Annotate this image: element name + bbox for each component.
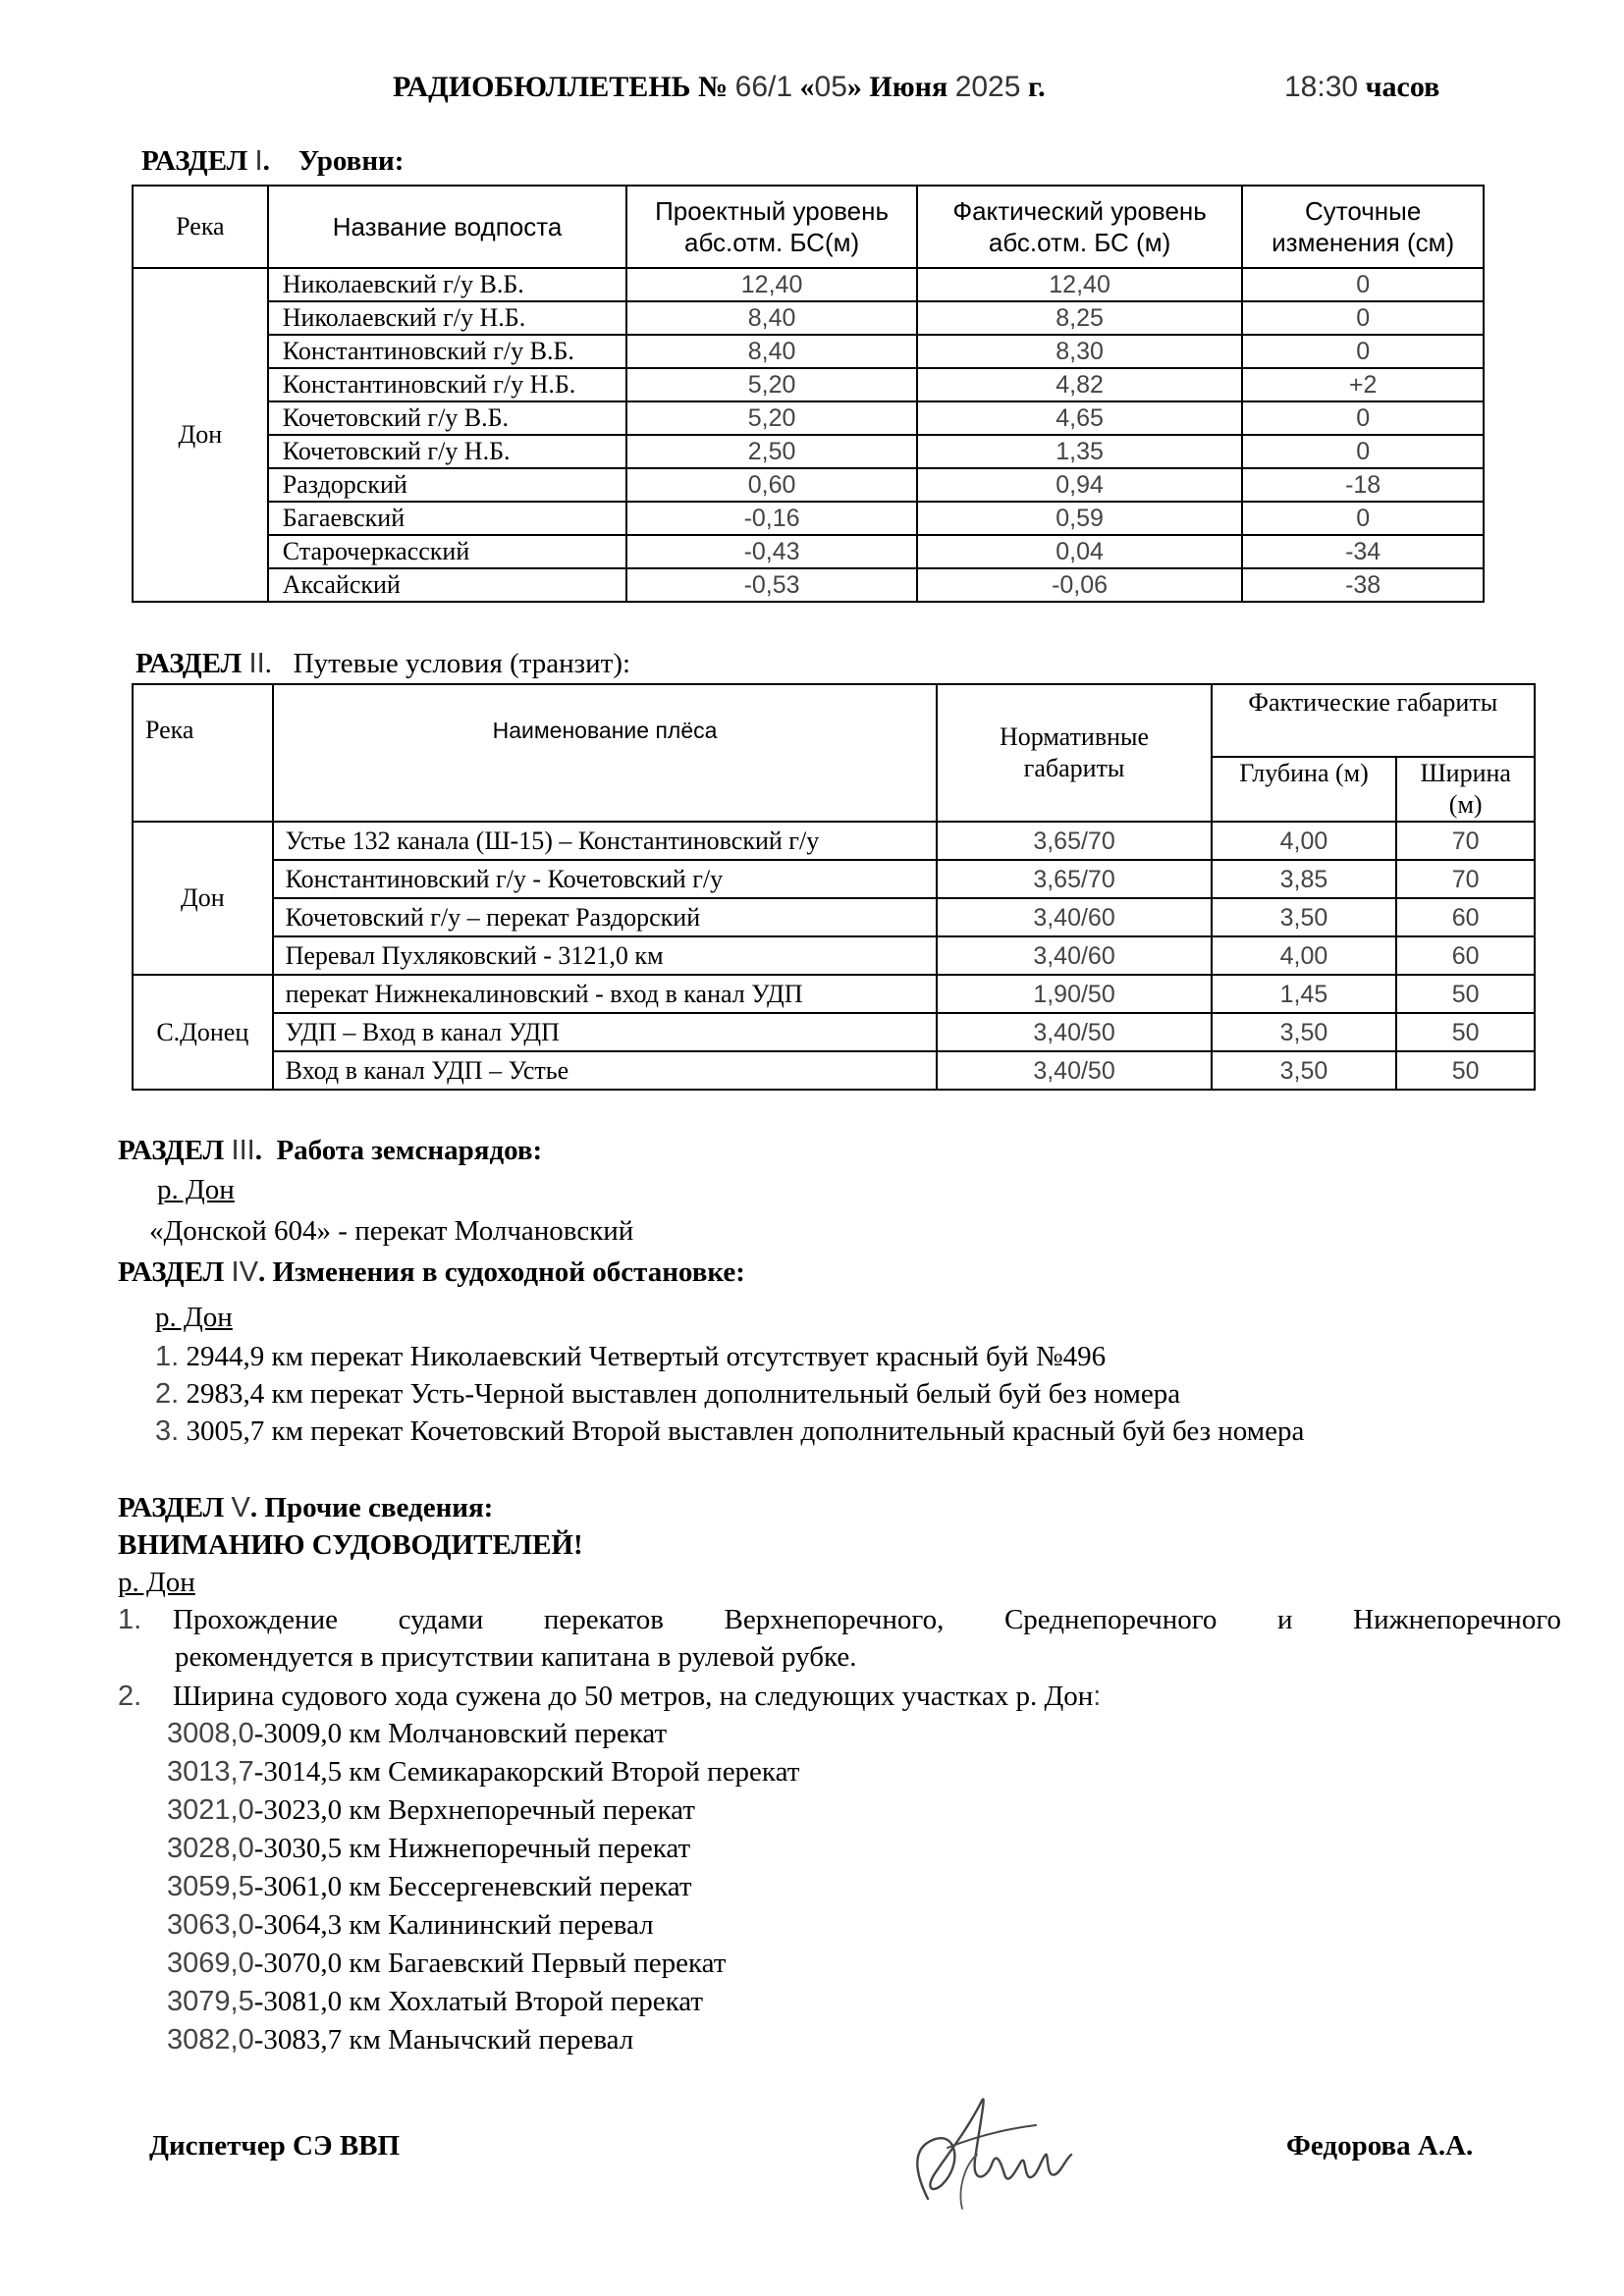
segment-text: км Молчановский перекат <box>342 1718 668 1749</box>
reach-name: Константиновский г/у - Кочетовский г/у <box>273 860 938 898</box>
header-normative: Нормативные габариты <box>937 684 1211 822</box>
segment-from: 3013,7 <box>167 1756 254 1788</box>
segment-text: км Семикаракорский Второй перекат <box>342 1756 800 1788</box>
actual-level: -0,06 <box>917 568 1242 602</box>
actual-level: 8,30 <box>917 335 1242 368</box>
segment-from: 3008,0 <box>167 1718 254 1749</box>
list-item: 3069,0-3070,0 км Багаевский Первый перекат <box>167 1948 727 1979</box>
list-item: 3021,0-3023,0 км Верхнепоречный перекат <box>167 1794 695 1826</box>
table-row <box>133 401 1484 435</box>
header-daily-change: Суточные изменения (см) <box>1242 186 1484 268</box>
segment-from: 3079,5 <box>167 1986 254 2017</box>
width-value: 70 <box>1396 860 1535 898</box>
actual-level: 1,35 <box>917 435 1242 468</box>
depth-value: 3,50 <box>1212 1013 1397 1051</box>
handwritten-signature <box>889 2071 1085 2228</box>
segment-from: 3082,0 <box>167 2024 254 2056</box>
table-row <box>133 1051 1535 1090</box>
post-name: Кочетовский г/у В.Б. <box>268 401 627 435</box>
actual-level: 0,04 <box>917 535 1242 568</box>
actual-level: 0,59 <box>917 502 1242 535</box>
reach-name: УДП – Вход в канал УДП <box>273 1013 938 1051</box>
table-row <box>133 936 1535 975</box>
header-actual-level: Фактический уровень абс.отм. БС (м) <box>917 186 1242 268</box>
list-number: 3. <box>155 1415 180 1447</box>
daily-change: 0 <box>1242 502 1484 535</box>
daily-change: 0 <box>1242 301 1484 335</box>
time-suffix: часов <box>1365 71 1440 103</box>
bulletin-year: 2025 <box>954 71 1021 103</box>
post-name: Раздорский <box>268 468 627 502</box>
date-quote-open: « <box>799 71 815 103</box>
depth-value: 3,50 <box>1212 898 1397 936</box>
table-row <box>133 301 1484 335</box>
design-level: 8,40 <box>626 335 917 368</box>
daily-change: 0 <box>1242 268 1484 301</box>
table-row <box>133 268 1484 301</box>
segment-to: 3064,3 <box>263 1909 343 1941</box>
section4-roman: IV <box>231 1256 258 1288</box>
list-number: 1. <box>155 1341 180 1372</box>
width-value: 50 <box>1396 1051 1535 1090</box>
segment-to: 3023,0 <box>263 1794 343 1826</box>
design-level: -0,53 <box>626 568 917 602</box>
section5-heading: РАЗДЕЛ V. Прочие сведения: <box>118 1492 494 1523</box>
table-row <box>133 535 1484 568</box>
section2-roman: II <box>248 648 265 679</box>
normative-value: 1,90/50 <box>937 975 1211 1013</box>
dispatcher-position: Диспетчер СЭ ВВП <box>149 2130 401 2162</box>
daily-change: 0 <box>1242 401 1484 435</box>
list-text: Ширина судового хода сужена до 50 метров, на следующих участках р. Дон <box>173 1681 1094 1712</box>
actual-level: 4,82 <box>917 368 1242 401</box>
segment-to: 3030,5 <box>263 1833 343 1864</box>
bulletin-month: Июня <box>869 71 948 103</box>
other-item-1-continuation: рекомендуется в присутствии капитана в рулевой рубке. <box>175 1641 857 1673</box>
design-level: -0,16 <box>626 502 917 535</box>
section4-title: Изменения в судоходной обстановке: <box>272 1256 745 1288</box>
depth-value: 4,00 <box>1212 822 1397 860</box>
section3-river: р. Дон <box>157 1174 235 1205</box>
post-name: Константиновский г/у В.Б. <box>268 335 627 368</box>
table-row <box>133 822 1535 860</box>
river-don: Дон <box>133 822 273 975</box>
daily-change: 0 <box>1242 335 1484 368</box>
normative-value: 3,40/50 <box>937 1013 1211 1051</box>
depth-value: 3,85 <box>1212 860 1397 898</box>
list-item: 3063,0-3064,3 км Калининский перевал <box>167 1909 654 1941</box>
header-post: Название водпоста <box>268 186 627 268</box>
list-number: 2. <box>118 1681 142 1712</box>
post-name: Багаевский <box>268 502 627 535</box>
section5-river: р. Дон <box>118 1567 195 1598</box>
list-item: 3059,5-3061,0 км Бессергеневский перекат <box>167 1871 692 1902</box>
actual-level: 12,40 <box>917 268 1242 301</box>
other-item-2 <box>118 1681 1101 1713</box>
list-colon: : <box>1093 1681 1102 1712</box>
depth-value: 1,45 <box>1212 975 1397 1013</box>
reach-name: перекат Нижнекалиновский - вход в канал УДП <box>273 975 938 1013</box>
table-row <box>133 468 1484 502</box>
section2-heading: РАЗДЕЛ II. Путевые условия (транзит): <box>135 648 631 679</box>
post-name: Аксайский <box>268 568 627 602</box>
segment-text: км Калининский перевал <box>342 1909 654 1941</box>
header-river: Река <box>133 186 268 268</box>
bulletin-day: 05 <box>814 71 847 103</box>
list-item: 3013,7-3014,5 км Семикаракорский Второй перекат <box>167 1756 800 1788</box>
table-row <box>133 435 1484 468</box>
section4-heading: РАЗДЕЛ IV. Изменения в судоходной обстановке: <box>118 1256 745 1288</box>
section1-heading: РАЗДЕЛ I. Уровни: <box>141 145 405 177</box>
post-name: Константиновский г/у Н.Б. <box>268 368 627 401</box>
design-level: 5,20 <box>626 368 917 401</box>
header-depth: Глубина (м) <box>1212 757 1397 822</box>
other-item-1 <box>118 1604 1561 1636</box>
attention-heading: ВНИМАНИЮ СУДОВОДИТЕЛЕЙ! <box>118 1529 583 1561</box>
actual-level: 4,65 <box>917 401 1242 435</box>
table-row <box>133 502 1484 535</box>
segment-from: 3021,0 <box>167 1794 254 1826</box>
actual-level: 0,94 <box>917 468 1242 502</box>
list-item <box>155 1378 1180 1411</box>
section3-title: Работа земснарядов: <box>276 1135 543 1166</box>
segment-text: км Хохлатый Второй перекат <box>342 1986 704 2017</box>
daily-change: -38 <box>1242 568 1484 602</box>
header-design-level: Проектный уровень абс.отм. БС(м) <box>626 186 917 268</box>
segment-text: км Верхнепоречный перекат <box>342 1794 695 1826</box>
levels-table-header <box>133 186 1484 268</box>
width-value: 70 <box>1396 822 1535 860</box>
reach-name: Устье 132 канала (Ш-15) – Константиновский г/у <box>273 822 938 860</box>
normative-value: 3,40/50 <box>937 1051 1211 1090</box>
section4-river: р. Дон <box>155 1302 233 1333</box>
section3-heading: РАЗДЕЛ III. Работа земснарядов: <box>118 1135 543 1166</box>
section2-label: РАЗДЕЛ <box>135 648 243 679</box>
section2-title: Путевые условия (транзит): <box>293 648 631 679</box>
table-row <box>133 860 1535 898</box>
header-width: Ширина (м) <box>1396 757 1535 822</box>
segment-text: км Манычский перевал <box>342 2024 634 2056</box>
segment-to: 3061,0 <box>263 1871 343 1902</box>
list-item: 3008,0-3009,0 км Молчановский перекат <box>167 1718 668 1749</box>
header-reach: Наименование плёса <box>273 684 938 822</box>
bulletin-title <box>393 71 1046 104</box>
list-number: 2. <box>155 1378 180 1410</box>
header-river: Река <box>133 684 273 822</box>
section5-title: Прочие сведения: <box>264 1492 494 1523</box>
section1-title: Уровни: <box>298 145 405 177</box>
normative-value: 3,40/60 <box>937 936 1211 975</box>
year-suffix: г. <box>1027 71 1046 103</box>
table-row <box>133 368 1484 401</box>
design-level: 0,60 <box>626 468 917 502</box>
reach-name: Вход в канал УДП – Устье <box>273 1051 938 1090</box>
normative-value: 3,65/70 <box>937 860 1211 898</box>
section3-label: РАЗДЕЛ <box>118 1135 225 1166</box>
list-text: 2944,9 км перекат Николаевский Четвертый отсутствует красный буй №496 <box>186 1341 1107 1372</box>
title-prefix: РАДИОБЮЛЛЕТЕНЬ № <box>393 71 729 103</box>
segment-to: 3009,0 <box>263 1718 343 1749</box>
daily-change: +2 <box>1242 368 1484 401</box>
post-name: Старочеркасский <box>268 535 627 568</box>
width-value: 50 <box>1396 1013 1535 1051</box>
section3-dredger-item: «Донской 604» - перекат Молчановский <box>149 1215 634 1247</box>
post-name: Николаевский г/у Н.Б. <box>268 301 627 335</box>
segment-from: 3069,0 <box>167 1948 254 1979</box>
reach-name: Кочетовский г/у – перекат Раздорский <box>273 898 938 936</box>
section1-label: РАЗДЕЛ <box>141 145 248 177</box>
list-text: Прохождение судами перекатов Верхнепоречного, Среднепоречного и Нижнепоречного <box>173 1604 1561 1635</box>
transit-table <box>132 683 1536 1091</box>
design-level: 2,50 <box>626 435 917 468</box>
bulletin-time <box>1284 71 1439 104</box>
depth-value: 3,50 <box>1212 1051 1397 1090</box>
table-row <box>133 335 1484 368</box>
list-item <box>155 1341 1106 1373</box>
segment-text: км Багаевский Первый перекат <box>342 1948 727 1979</box>
list-item: 3082,0-3083,7 км Манычский перевал <box>167 2024 634 2056</box>
daily-change: -18 <box>1242 468 1484 502</box>
post-name: Кочетовский г/у Н.Б. <box>268 435 627 468</box>
segment-to: 3014,5 <box>263 1756 343 1788</box>
segment-to: 3081,0 <box>263 1986 343 2017</box>
width-value: 60 <box>1396 898 1535 936</box>
list-item <box>155 1415 1304 1448</box>
width-value: 50 <box>1396 975 1535 1013</box>
table-row <box>133 975 1535 1013</box>
list-text: 2983,4 км перекат Усть-Черной выставлен дополнительный белый буй без номера <box>186 1378 1181 1410</box>
design-level: 8,40 <box>626 301 917 335</box>
segment-text: км Нижнепоречный перекат <box>342 1833 691 1864</box>
segment-from: 3059,5 <box>167 1871 254 1902</box>
segment-to: 3083,7 <box>263 2024 343 2056</box>
segment-to: 3070,0 <box>263 1948 343 1979</box>
section5-roman: V <box>231 1492 250 1523</box>
section5-label: РАЗДЕЛ <box>118 1492 225 1523</box>
section3-roman: III <box>231 1135 255 1166</box>
reach-name: Перевал Пухляковский - 3121,0 км <box>273 936 938 975</box>
section1-roman: I <box>254 145 263 177</box>
list-item: 3079,5-3081,0 км Хохлатый Второй перекат <box>167 1986 704 2017</box>
post-name: Николаевский г/у В.Б. <box>268 268 627 301</box>
table-row <box>133 898 1535 936</box>
actual-level: 8,25 <box>917 301 1242 335</box>
design-level: 12,40 <box>626 268 917 301</box>
table-row <box>133 568 1484 602</box>
river-s-donets: С.Донец <box>133 975 273 1090</box>
segment-from: 3063,0 <box>167 1909 254 1941</box>
normative-value: 3,40/60 <box>937 898 1211 936</box>
levels-table <box>132 185 1485 603</box>
transit-table-header <box>133 684 1535 757</box>
width-value: 60 <box>1396 936 1535 975</box>
list-item: 3028,0-3030,5 км Нижнепоречный перекат <box>167 1833 691 1864</box>
segment-from: 3028,0 <box>167 1833 254 1864</box>
date-quote-close: » <box>846 71 862 103</box>
daily-change: 0 <box>1242 435 1484 468</box>
header-actual-dimensions: Фактические габариты <box>1212 684 1535 757</box>
depth-value: 4,00 <box>1212 936 1397 975</box>
bulletin-number: 66/1 <box>734 71 793 103</box>
segment-text: км Бессергеневский перекат <box>342 1871 692 1902</box>
dispatcher-name: Федорова А.А. <box>1286 2130 1474 2162</box>
daily-change: -34 <box>1242 535 1484 568</box>
section4-label: РАЗДЕЛ <box>118 1256 225 1288</box>
list-number: 1. <box>118 1604 142 1635</box>
design-level: 5,20 <box>626 401 917 435</box>
river-don: Дон <box>133 268 268 602</box>
table-row <box>133 1013 1535 1051</box>
time-value: 18:30 <box>1284 71 1359 103</box>
design-level: -0,43 <box>626 535 917 568</box>
list-text: 3005,7 км перекат Кочетовский Второй выставлен дополнительный красный буй без номера <box>186 1415 1305 1447</box>
normative-value: 3,65/70 <box>937 822 1211 860</box>
